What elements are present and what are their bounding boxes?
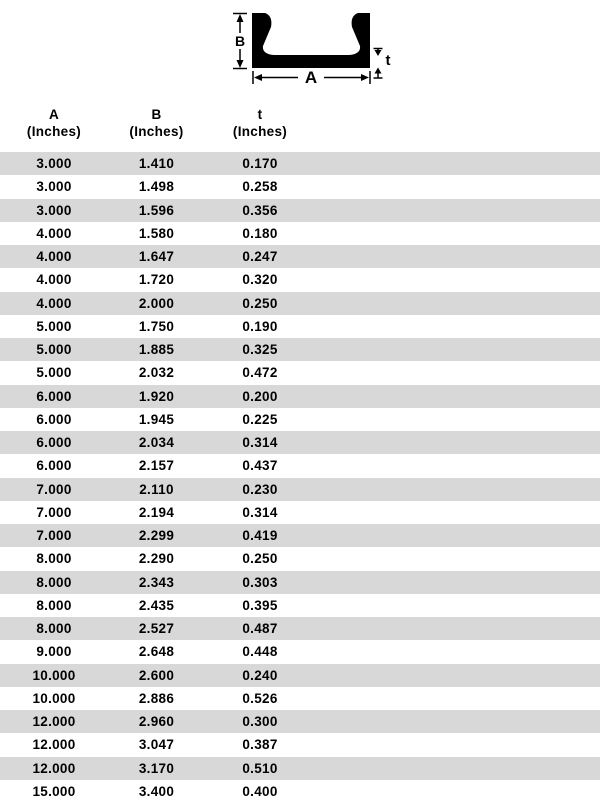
column-header-t — [205, 106, 315, 140]
cell-b: 1.885 — [138, 342, 175, 357]
cell-a: 5.000 — [36, 365, 72, 381]
cell-a: 3.000 — [36, 156, 72, 171]
column-header-b — [108, 106, 205, 140]
cell-a: 4.000 — [36, 249, 72, 264]
cell-b: 1.920 — [138, 388, 175, 404]
cell-b: 2.648 — [138, 644, 175, 660]
cell-b: 2.886 — [138, 690, 175, 706]
table-row — [0, 338, 600, 361]
cell-a: 6.000 — [36, 411, 72, 427]
cell-a: 7.000 — [36, 504, 72, 520]
cell-t: 0.247 — [242, 249, 278, 264]
dimension-table-body — [0, 152, 600, 803]
cell-a: 6.000 — [36, 435, 72, 450]
cell-t: 0.258 — [242, 179, 278, 195]
table-row — [0, 292, 600, 315]
cell-b: 1.580 — [138, 225, 175, 241]
cell-b: 2.034 — [138, 435, 175, 450]
cell-t: 0.387 — [242, 737, 278, 753]
cell-b: 1.945 — [138, 411, 175, 427]
cell-a: 7.000 — [36, 528, 72, 543]
table-row — [0, 268, 600, 291]
cell-a: 8.000 — [36, 597, 72, 613]
cell-a: 8.000 — [36, 621, 72, 636]
cell-t: 0.510 — [242, 760, 278, 776]
cell-a: 3.000 — [36, 202, 72, 218]
cell-t: 0.320 — [242, 272, 278, 288]
cell-t: 0.419 — [242, 528, 278, 543]
cell-t: 0.356 — [242, 202, 278, 218]
cell-a: 12.000 — [32, 714, 76, 729]
table-row — [0, 664, 600, 687]
cell-t: 0.395 — [242, 597, 278, 613]
dim-b-label: B — [234, 33, 246, 49]
table-row — [0, 245, 600, 268]
table-row — [0, 594, 600, 617]
cell-b: 1.720 — [138, 272, 175, 288]
cell-b: 2.343 — [138, 574, 175, 590]
cell-t: 0.526 — [242, 690, 278, 706]
cell-t: 0.303 — [242, 574, 278, 590]
cell-t: 0.200 — [242, 388, 278, 404]
cell-a: 6.000 — [36, 458, 72, 474]
table-row — [0, 501, 600, 524]
cell-t: 0.225 — [242, 411, 278, 427]
cell-a: 8.000 — [36, 551, 72, 567]
cell-a: 3.000 — [36, 179, 72, 195]
cell-t: 0.250 — [242, 295, 278, 311]
cell-b: 2.299 — [138, 528, 175, 543]
table-row — [0, 385, 600, 408]
cell-b: 1.410 — [138, 156, 175, 171]
table-row — [0, 361, 600, 384]
cell-a: 10.000 — [32, 690, 76, 706]
table-row — [0, 315, 600, 338]
table-row — [0, 640, 600, 663]
table-row — [0, 175, 600, 198]
cell-a: 6.000 — [36, 388, 72, 404]
column-header-t-letter: t — [257, 107, 263, 122]
column-header-t-unit: (Inches) — [232, 124, 288, 139]
channel-cross-section — [252, 13, 370, 68]
table-row — [0, 152, 600, 175]
table-row — [0, 710, 600, 733]
cell-a: 10.000 — [32, 667, 76, 683]
cell-b: 1.750 — [138, 318, 175, 334]
cell-a: 9.000 — [36, 644, 72, 660]
cell-b: 2.194 — [138, 504, 175, 520]
table-row — [0, 524, 600, 547]
table-row — [0, 617, 600, 640]
cell-b: 2.960 — [138, 714, 175, 729]
column-header-a-letter: A — [48, 107, 60, 122]
cell-b: 3.170 — [138, 760, 175, 776]
dim-t-arrow — [374, 49, 383, 79]
table-row — [0, 222, 600, 245]
cell-b: 2.032 — [138, 365, 175, 381]
column-header-a — [0, 106, 108, 140]
cell-t: 0.170 — [242, 156, 278, 171]
cell-b: 3.400 — [138, 783, 175, 799]
table-row — [0, 547, 600, 570]
cell-t: 0.300 — [242, 714, 278, 729]
cell-a: 15.000 — [32, 783, 76, 799]
table-row — [0, 408, 600, 431]
column-header-b-letter: B — [151, 107, 162, 122]
cell-a: 4.000 — [36, 295, 72, 311]
channel-diagram — [0, 0, 600, 100]
dim-t-label: t — [385, 52, 391, 69]
cell-a: 5.000 — [36, 318, 72, 334]
table-row — [0, 571, 600, 594]
cell-t: 0.240 — [242, 667, 278, 683]
table-row — [0, 454, 600, 477]
cell-b: 2.600 — [138, 667, 175, 683]
table-row — [0, 199, 600, 222]
table-row — [0, 478, 600, 501]
cell-b: 1.647 — [138, 249, 175, 264]
cell-a: 5.000 — [36, 342, 72, 357]
table-row — [0, 757, 600, 780]
cell-b: 2.110 — [139, 481, 174, 497]
cell-b: 2.290 — [138, 551, 175, 567]
cell-a: 4.000 — [36, 225, 72, 241]
cell-b: 2.000 — [138, 295, 175, 311]
table-row — [0, 687, 600, 710]
column-header-a-unit: (Inches) — [26, 124, 82, 139]
cell-a: 4.000 — [36, 272, 72, 288]
cell-a: 12.000 — [32, 760, 76, 776]
cell-t: 0.472 — [242, 365, 278, 381]
column-header-b-unit: (Inches) — [129, 124, 184, 139]
table-row — [0, 733, 600, 756]
cell-t: 0.250 — [242, 551, 278, 567]
cell-b: 2.157 — [138, 458, 175, 474]
cell-t: 0.314 — [242, 435, 278, 450]
cell-b: 3.047 — [138, 737, 175, 753]
cell-t: 0.314 — [242, 504, 278, 520]
cell-a: 7.000 — [36, 481, 72, 497]
cell-t: 0.230 — [242, 481, 278, 497]
cell-t: 0.437 — [242, 458, 278, 474]
cell-t: 0.448 — [242, 644, 278, 660]
cell-b: 1.498 — [138, 179, 175, 195]
cell-a: 12.000 — [32, 737, 76, 753]
cell-t: 0.325 — [242, 342, 278, 357]
cell-t: 0.487 — [242, 621, 278, 636]
cell-b: 2.527 — [138, 621, 175, 636]
table-row — [0, 780, 600, 803]
cell-t: 0.400 — [242, 783, 278, 799]
cell-t: 0.180 — [242, 225, 278, 241]
dim-a-label: A — [304, 68, 318, 87]
cell-t: 0.190 — [242, 318, 278, 334]
cell-a: 8.000 — [36, 574, 72, 590]
table-header — [0, 106, 600, 140]
cell-b: 2.435 — [138, 597, 175, 613]
cell-b: 1.596 — [138, 202, 175, 218]
table-row — [0, 431, 600, 454]
